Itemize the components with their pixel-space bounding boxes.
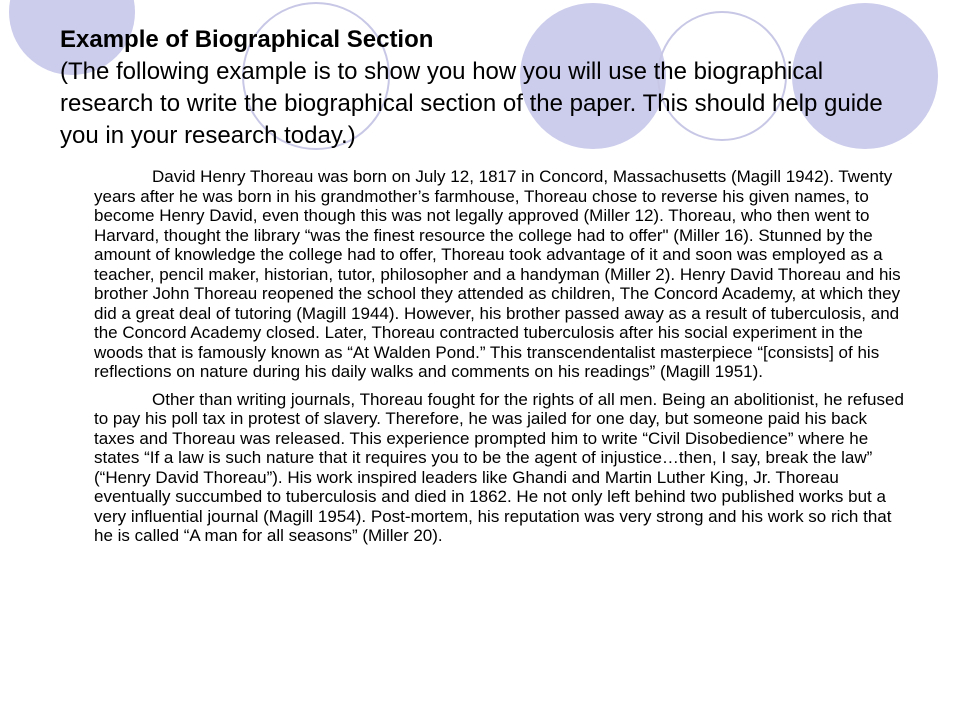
slide-title (60, 24, 920, 152)
title-subtitle: (The following example is to show you how you will use the biographical research to write the biographical section of the paper. This should help guide you in your research today.) (60, 58, 883, 149)
body-paragraph-1: David Henry Thoreau was born on July 12, 1817 in Concord, Massachusetts (Magill 1942). Twenty years after he was born in his grandmother’s farmhouse, Thoreau chose to reverse his given names, to become Henry David, even though this was not legally approved (Miller 12). Thoreau, who then went to Harvard, thought the library “was the finest resource the college had to offer" (Miller 16). Stunned by the amount of knowledge the college had to offer, Thoreau took advantage of it and soon was employed as a teacher, pencil maker, historian, tutor, philosopher and a handyman (Miller 2). Henry David Thoreau and his brother John Thoreau reopened the school they attended as children, The Concord Academy, at which they did a great deal of tutoring (Magill 1944). However, his brother passed away as a result of tuberculosis, and the Concord Academy closed. Later, Thoreau contracted tuberculosis after his social experiment in the woods that is famously known as “At Walden Pond.” This transcendentalist masterpiece “[consists] of his reflections on nature during his daily walks and comments on his readings” (Magill 1951). (94, 167, 901, 381)
biography-body (94, 167, 906, 554)
title-heading: Example of Biographical Section (60, 26, 434, 53)
body-paragraph-2: Other than writing journals, Thoreau fought for the rights of all men. Being an abolitionist, he refused to pay his poll tax in protest of slavery. Therefore, he was jailed for one day, but someone paid his back taxes and Thoreau was released. This experience prompted him to write “Civil Disobedience” where he states “If a law is such nature that it requires you to be the agent of injustice…then, I say, break the law” (“Henry David Thoreau”). His work inspired leaders like Ghandi and Martin Luther King, Jr. Thoreau eventually succumbed to tuberculosis and died in 1862. He not only left behind two published works but a very influential journal (Magill 1954). Post-mortem, his reputation was very strong and his work so rich that he is called “A man for all seasons” (Miller 20). (94, 389, 904, 545)
